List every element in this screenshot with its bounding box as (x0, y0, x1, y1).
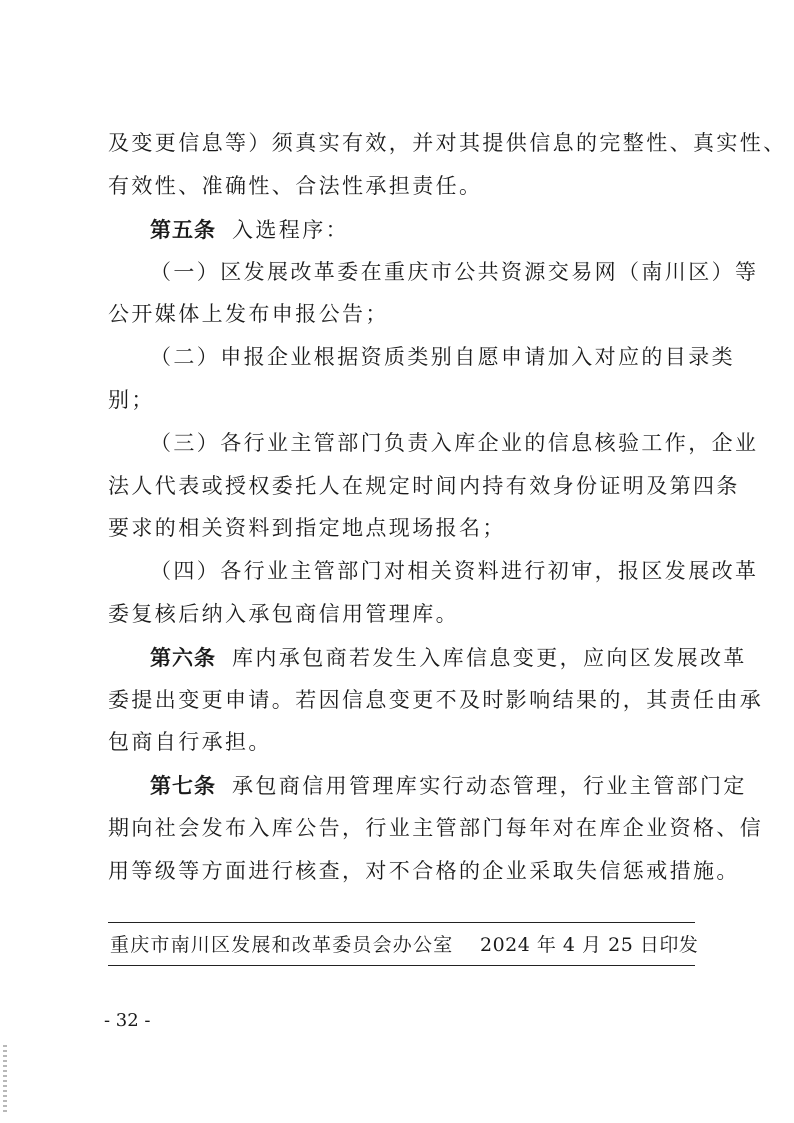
body-line: （二）申报企业根据资质类别自愿申请加入对应的目录类 (150, 345, 735, 369)
body-line: 有效性、准确性、合法性承担责任。 (108, 174, 483, 198)
article-7-heading: 第七条 (150, 773, 216, 798)
footer-bottom-rule (108, 965, 695, 966)
body-line: 及变更信息等）须真实有效，并对其提供信息的完整性、真实性、 (108, 131, 787, 155)
body-line: 包商自行承担。 (108, 730, 272, 754)
body-line: 委提出变更申请。若因信息变更不及时影响结果的，其责任由承 (108, 688, 764, 712)
article-6-text: 库内承包商若发生入库信息变更，应向区发展改革 (232, 646, 747, 670)
scan-edge-mark (3, 1045, 7, 1115)
article-7-text: 承包商信用管理库实行动态管理，行业主管部门定 (232, 774, 747, 798)
article-6-heading: 第六条 (150, 645, 216, 670)
body-line: （一）区发展改革委在重庆市公共资源交易网（南川区）等 (150, 260, 759, 284)
body-line: 期向社会发布入库公告，行业主管部门每年对在库企业资格、信 (108, 816, 764, 840)
article-5-heading: 第五条 (150, 217, 216, 242)
body-line: （三）各行业主管部门负责入库企业的信息核验工作，企业 (150, 431, 759, 455)
issuance-footer (110, 934, 699, 956)
body-line: 要求的相关资料到指定地点现场报名； (108, 516, 506, 540)
body-line: 委复核后纳入承包商信用管理库。 (108, 602, 459, 626)
article-5 (150, 219, 349, 241)
body-line: （四）各行业主管部门对相关资料进行初审，报区发展改革 (150, 559, 759, 583)
body-line: 用等级等方面进行核查，对不合格的企业采取失信惩戒措施。 (108, 859, 740, 883)
article-7 (150, 775, 747, 797)
body-line: 别； (108, 388, 155, 412)
body-line: 公开媒体上发布申报公告； (108, 302, 389, 326)
article-6 (150, 647, 747, 669)
footer-top-rule (108, 922, 695, 923)
issue-date: 2024 年 4 月 25 日印发 (480, 934, 699, 956)
issuer-name: 重庆市南川区发展和改革委员会办公室 (110, 934, 454, 956)
body-line: 法人代表或授权委托人在规定时间内持有效身份证明及第四条 (108, 474, 740, 498)
page-number: - 32 - (104, 1010, 151, 1031)
article-5-text: 入选程序： (232, 218, 349, 242)
